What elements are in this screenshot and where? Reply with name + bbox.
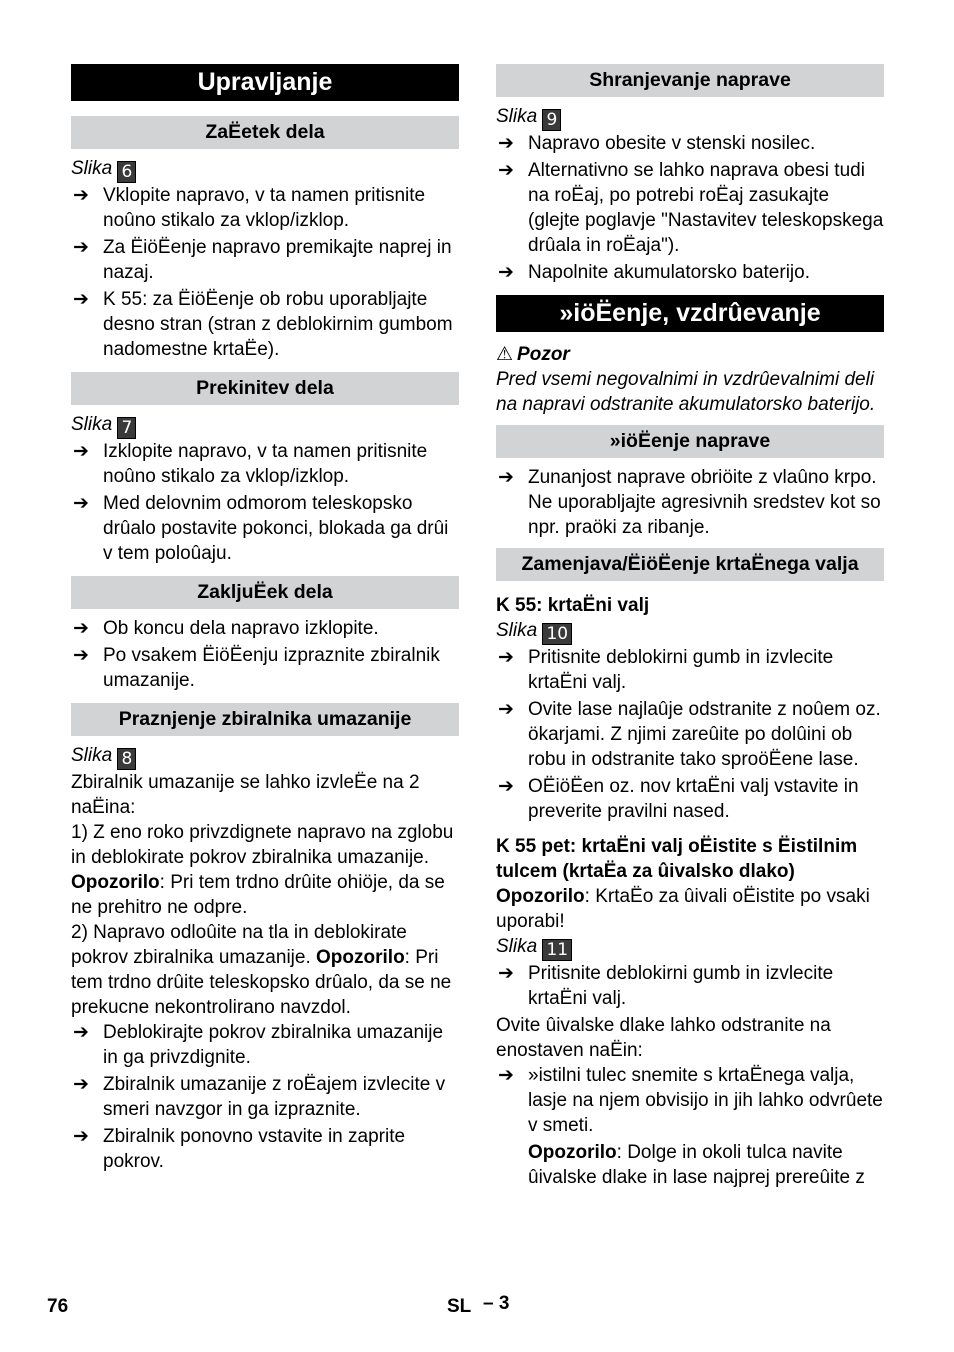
subheading-storage: Shranjevanje naprave — [496, 64, 884, 97]
figure-reference — [496, 104, 884, 131]
list-item — [71, 287, 459, 362]
arrow-right-icon: ➔ — [498, 132, 514, 154]
arrow-right-icon: ➔ — [73, 236, 89, 258]
bullet-text: Zbiralnik ponovno vstavite in zaprite pokrov. — [103, 1126, 406, 1172]
subheading-interrupt-work: Prekinitev dela — [71, 372, 459, 405]
bullet-text: Pritisnite deblokirni gumb in izvlecite krtaËni valj. — [528, 647, 834, 693]
list-item — [71, 1124, 459, 1174]
bullet-text: Ob koncu dela napravo izklopite. — [103, 618, 379, 639]
list-item — [496, 697, 884, 772]
warning-label: Pozor — [517, 344, 570, 365]
arrow-right-icon: ➔ — [73, 617, 89, 639]
bullet-text: K 55: za ËiöËenje ob robu uporabljajte desno stran (stran z deblokirnim gumbom nadomestne krtaËe). — [103, 289, 453, 360]
warning-title — [496, 342, 884, 367]
note-label: Opozorilo — [316, 947, 405, 968]
bullet-text: OËiöËen oz. nov krtaËni valj vstavite in preverite pravilni nased. — [528, 776, 859, 822]
k55-title: K 55: krtaËni valj — [496, 595, 650, 616]
arrow-right-icon: ➔ — [73, 184, 89, 206]
list-item — [71, 491, 459, 566]
note-label: Opozorilo — [71, 872, 160, 893]
arrow-right-icon: ➔ — [73, 440, 89, 462]
list-item — [71, 1072, 459, 1122]
subheading-empty-dirt-container: Praznjenje zbiralnika umazanije — [71, 703, 459, 736]
arrow-right-icon: ➔ — [498, 159, 514, 181]
list-item — [71, 643, 459, 693]
paragraph — [71, 820, 459, 920]
figure-reference — [71, 743, 459, 770]
figure-number: 8 — [117, 748, 136, 770]
figure-label: Slika — [496, 620, 538, 641]
arrow-right-icon: ➔ — [73, 1125, 89, 1147]
figure-reference — [496, 934, 884, 961]
bullet-text: Med delovnim odmorom teleskopsko drûalo postavite pokonci, blokada ga drûi v tem poloûaju. — [103, 493, 449, 564]
arrow-right-icon: ➔ — [73, 1073, 89, 1095]
text-run: 2) Napravo odloûite na tla in deblokirate pokrov zbiralnika umazanije. — [71, 922, 407, 968]
bullet-text: Zbiralnik umazanije z roËajem izvlecite v smeri navzgor in ga izpraznite. — [103, 1074, 446, 1120]
figure-label: Slika — [71, 414, 113, 435]
bullet-text: Vklopite napravo, v ta namen pritisnite noûno stikalo za vklop/izklop. — [103, 185, 426, 231]
figure-label: Slika — [71, 158, 113, 179]
text-run: 1) Z eno roko privzdignete napravo na zglobu in deblokirate pokrov zbiralnika umazanije. — [71, 822, 454, 868]
figure-reference — [496, 618, 884, 645]
figure-reference — [71, 156, 459, 183]
footer-language: SL — [447, 1296, 472, 1317]
bullet-text: Napolnite akumulatorsko baterijo. — [528, 262, 810, 283]
list-item — [496, 131, 884, 156]
text-run: : KrtaËo za ûivali oËistite po vsaki uporabi! — [496, 886, 870, 932]
arrow-right-icon: ➔ — [498, 775, 514, 797]
figure-number: 7 — [117, 417, 136, 439]
figure-reference — [71, 412, 459, 439]
figure-label: Slika — [71, 745, 113, 766]
list-item — [496, 465, 884, 540]
list-item — [496, 260, 884, 285]
arrow-right-icon: ➔ — [498, 698, 514, 720]
list-item — [496, 961, 884, 1011]
bullet-text: Deblokirajte pokrov zbiralnika umazanije in ga privzdignite. — [103, 1022, 444, 1068]
arrow-right-icon: ➔ — [73, 644, 89, 666]
figure-label: Slika — [496, 106, 538, 127]
list-item — [496, 645, 884, 695]
subheading-replace-brush-roller: Zamenjava/ËiöËenje krtaËnega valja — [496, 548, 884, 581]
bullet-text: Alternativno se lahko naprava obesi tudi na roËaj, po potrebi roËaj zasukajte (glejte poglavje "Nastavitev teleskopskega drûala in roËaja"). — [528, 160, 884, 256]
text-run: : Pri tem trdno drûite ohiöje, da se ne prehitro ne odpre. — [71, 872, 445, 918]
arrow-right-icon: ➔ — [498, 261, 514, 283]
warning-triangle-icon: ⚠ — [496, 343, 514, 365]
subheading-cleaning-device: »iöËenje naprave — [496, 425, 884, 458]
paragraph: Zbiralnik umazanije se lahko izvleËe na 2 naËina: — [71, 772, 420, 818]
list-item — [71, 616, 459, 641]
list-item — [496, 774, 884, 824]
subheading-start-work: ZaËetek dela — [71, 116, 459, 149]
bullet-text: »istilni tulec snemite s krtaËnega valja, lasje na njem obvisijo in jih lahko odvrûete v smeti. — [528, 1065, 883, 1136]
figure-number: 11 — [542, 939, 572, 961]
bullet-text: Izklopite napravo, v ta namen pritisnite noûno stikalo za vklop/izklop. — [103, 441, 428, 487]
list-item — [496, 1063, 884, 1138]
bullet-text: Napravo obesite v stenski nosilec. — [528, 133, 816, 154]
bullet-text: Za ËiöËenje napravo premikajte naprej in nazaj. — [103, 237, 452, 283]
text-run: : Dolge in okoli tulca navite ûivalske dlake in lase najprej prereûite z — [528, 1142, 865, 1188]
arrow-right-icon: ➔ — [498, 962, 514, 984]
paragraph: Ovite ûivalske dlake lahko odstranite na enostaven naËin: — [496, 1015, 831, 1061]
arrow-right-icon: ➔ — [498, 1064, 514, 1086]
bullet-text: Pritisnite deblokirni gumb in izvlecite krtaËni valj. — [528, 963, 834, 1009]
figure-number: 9 — [542, 109, 561, 131]
warning-text: Pred vsemi negovalnimi in vzdrûevalnimi deli na napravi odstranite akumulatorsko baterijo. — [496, 369, 876, 415]
list-item — [71, 235, 459, 285]
arrow-right-icon: ➔ — [498, 466, 514, 488]
note-label: Opozorilo — [528, 1142, 617, 1163]
left-column — [71, 64, 459, 1174]
paragraph — [496, 884, 884, 934]
list-item — [71, 183, 459, 233]
bullet-text: Zunanjost naprave obriöite z vlaûno krpo. Ne uporabljajte agresivnih sredstev kot so npr. praöki za ribanje. — [528, 467, 881, 538]
bullet-text: Ovite lase najlaûje odstranite z noûem oz. ökarjami. Z njimi zareûite po dolûini ob robu in odstranite tako sproöËene lase. — [528, 699, 881, 770]
text-run: : Pri tem trdno drûite teleskopsko drûalo, da se ne prekucne nekontrolirano navzdol. — [71, 947, 452, 1018]
subheading-end-work: ZakljuËek dela — [71, 576, 459, 609]
list-item — [71, 1020, 459, 1070]
footer-subpage: – 3 — [483, 1293, 510, 1314]
right-column — [496, 64, 884, 1190]
list-item — [71, 439, 459, 489]
section-heading-operation: Upravljanje — [71, 64, 459, 101]
figure-label: Slika — [496, 936, 538, 957]
arrow-right-icon: ➔ — [73, 288, 89, 310]
arrow-right-icon: ➔ — [498, 646, 514, 668]
page-number: 76 — [47, 1296, 69, 1317]
bullet-text: Po vsakem ËiöËenju izpraznite zbiralnik umazanije. — [103, 645, 440, 691]
note-paragraph — [496, 1140, 884, 1190]
k55pet-title: K 55 pet: krtaËni valj oËistite s Ëistilnim tulcem (krtaËa za ûivalsko dlako) — [496, 836, 858, 882]
paragraph — [71, 920, 459, 1020]
note-label: Opozorilo — [496, 886, 585, 907]
arrow-right-icon: ➔ — [73, 492, 89, 514]
figure-number: 10 — [542, 623, 572, 645]
arrow-right-icon: ➔ — [73, 1021, 89, 1043]
list-item — [496, 158, 884, 258]
figure-number: 6 — [117, 161, 136, 183]
section-heading-care-maintenance: »iöËenje, vzdrûevanje — [496, 295, 884, 332]
